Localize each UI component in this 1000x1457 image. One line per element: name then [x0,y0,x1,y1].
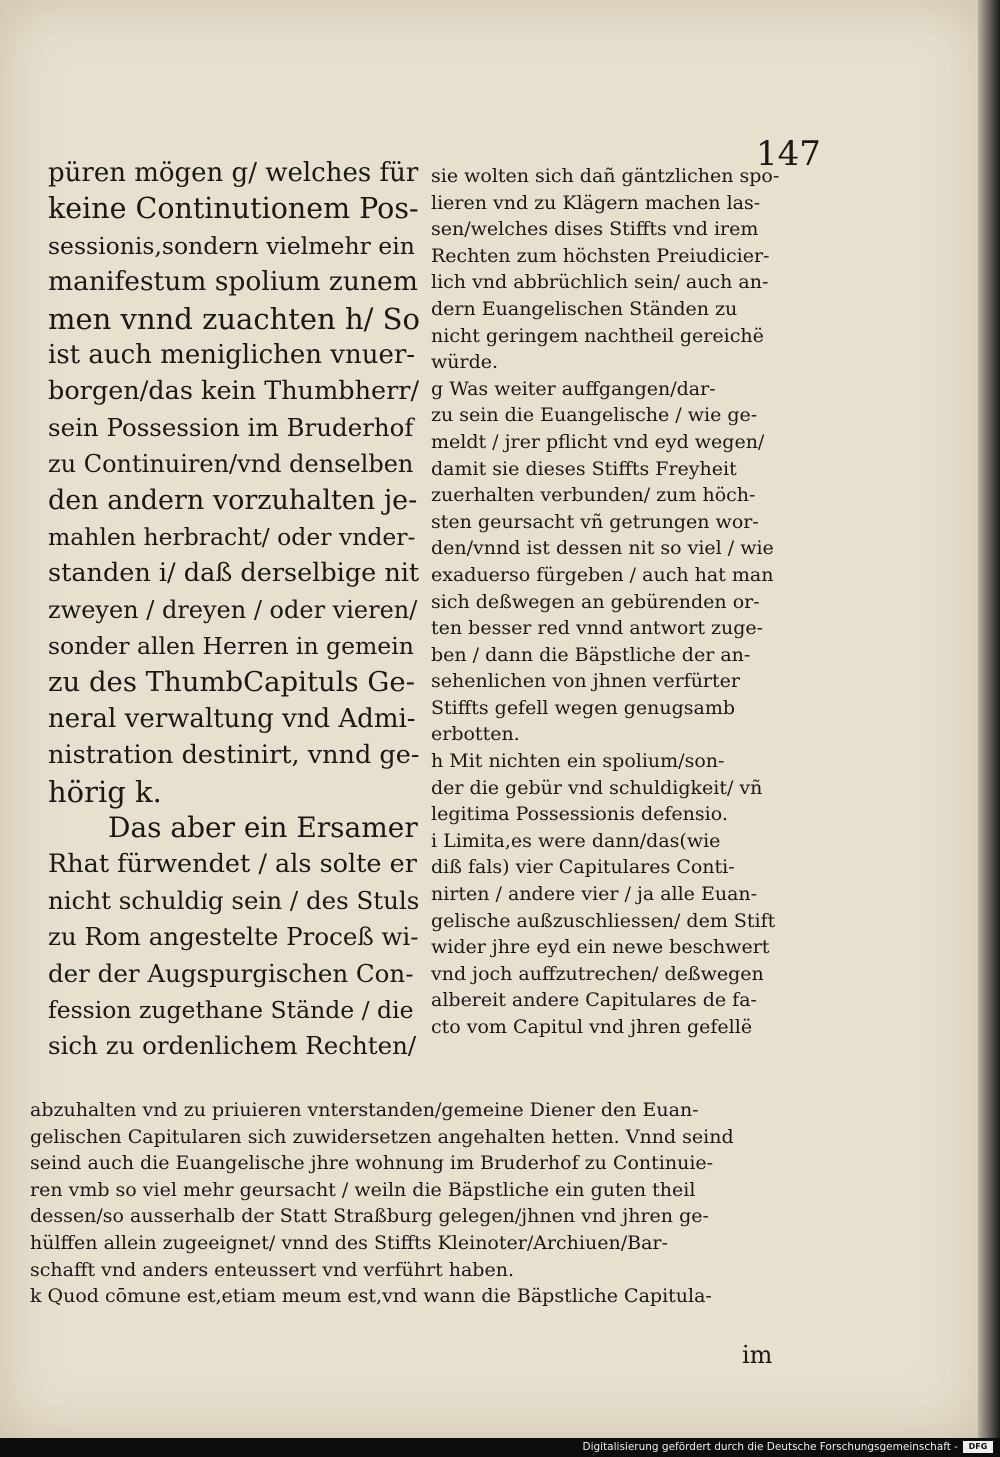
text-line: Rechten zum höchsten Preiudicier- [431,244,770,267]
page-number: 147 [756,134,821,174]
text-line: h Mit nichten ein spolium/son- [431,750,725,773]
text-line: cto vom Capitul vnd jhren gefellë [431,1016,753,1038]
text-line: zu des ThumbCapituls Ge- [48,666,415,699]
text-line: nicht geringem nachtheil gereichë [431,324,764,347]
text-line: den/vnnd ist dessen nit so viel / wie [431,537,774,560]
text-line: vnd joch auffzutrechen/ deßwegen [431,962,764,985]
text-line: hörig k. [48,774,162,809]
left-column [48,155,420,1065]
text-line: wider jhre eyd ein newe beschwert [431,936,770,959]
text-line: nicht schuldig sein / des Stuls [48,885,420,915]
text-line: zu sein die Euangelische / wie ge- [431,404,758,427]
text-line: men vnnd zuachten h/ So [48,301,420,336]
text-line: sein Possession im Bruderhof [48,412,414,442]
text-line: ten besser red vnnd antwort zuge- [431,617,764,640]
text-line: i Limita,es were dann/das(wie [431,829,721,852]
text-line: zu Rom angestelte Proceß wi- [48,922,419,952]
text-line: dern Euangelischen Ständen zu [431,297,738,320]
text-line: sie wolten sich dañ gäntzlichen spo- [431,165,780,187]
dfg-logo: DFG [963,1441,993,1453]
text-line: würde. [431,351,499,374]
text-line: exaduerso fürgeben / auch hat man [431,563,774,586]
text-line: sonder allen Herren in gemein [48,632,414,661]
text-line: g Was weiter auffgangen/dar- [431,377,716,400]
text-line: sich zu ordenlichem Rechten/ [48,1031,417,1061]
footer-credit: Digitalisierung gefördert durch die Deutsche Forschungsgemeinschaft - [582,1441,958,1453]
text-line: ben / dann die Bäpstliche der an- [431,643,751,666]
text-line: hülffen allein zugeeignet/ vnnd des Stiffts Kleinoter/Archiuen/Bar- [30,1231,668,1254]
full-width-notes [30,1097,820,1310]
text-line: püren mögen g/ welches für [48,158,419,188]
text-line: Stiffts gefell wegen genugsamb [431,696,736,719]
text-line: manifestum spolium zunem [48,266,418,298]
text-line: ist auch meniglichen vnuer- [48,339,416,370]
text-line: sehenlichen von jhnen verfürter [431,670,740,693]
text-line: damit sie dieses Stiffts Freyheit [431,457,737,480]
text-line: meldt / jrer pflicht vnd eyd wegen/ [431,430,765,453]
text-line: sich deßwegen an gebürenden or- [431,590,760,613]
text-line: Rhat fürwendet / als solte er [48,849,417,880]
catchword: im [742,1341,773,1369]
text-line: albereit andere Capitulares de fa- [431,989,757,1012]
text-line: der die gebür vnd schuldigkeit/ vñ [431,776,763,799]
text-line: gelische außzuschliessen/ dem Stift [431,909,776,932]
text-line: lich vnd abbrüchlich sein/ auch an- [431,271,769,294]
text-line: diß fals) vier Capitulares Conti- [431,856,735,879]
text-line: Das aber ein Ersamer [108,811,418,845]
text-line: zuerhalten verbunden/ zum höch- [431,484,756,507]
text-line: sten geursacht vñ getrungen wor- [431,510,759,533]
text-line: gelischen Capitularen sich zuwidersetzen angehalten hetten. Vnnd seind [30,1125,734,1148]
text-line: seind auch die Euangelische jhre wohnung im Bruderhof zu Continuie- [30,1152,714,1175]
text-line: erbotten. [431,723,520,746]
text-line: den andern vorzuhalten je- [48,484,418,516]
text-line: zweyen / dreyen / oder vieren/ [48,595,418,624]
text-line: nirten / andere vier / ja alle Euan- [431,883,758,906]
text-line: der der Augspurgischen Con- [48,958,414,988]
text-line: keine Continutionem Pos- [48,192,419,226]
text-line: legitima Possessionis defensio. [431,803,728,826]
text-line: zu Continuiren/vnd denselben [48,450,414,479]
text-line: mahlen herbracht/ oder vnder- [48,522,416,551]
text-line: standen i/ daß derselbige nit [48,558,420,589]
right-column-notes [431,163,813,1041]
text-line: nistration destinirt, vnnd ge- [48,740,420,771]
text-line: schafft vnd anders enteussert vnd verführt haben. [30,1258,514,1281]
text-line: ren vmb so viel mehr geursacht / weiln die Bäpstliche ein guten theil [30,1178,696,1201]
text-line: borgen/das kein Thumbherr/ [48,376,420,407]
text-line: lieren vnd zu Klägern machen las- [431,191,761,214]
text-line: fession zugethane Stände / die [48,995,414,1024]
text-line: sen/welches dises Stiffts vnd irem [431,218,759,241]
text-line: dessen/so ausserhalb der Statt Straßburg gelegen/jhnen vnd jhren ge- [30,1205,709,1228]
text-line: abzuhalten vnd zu priuieren vnterstanden/gemeine Diener den Euan- [30,1099,699,1121]
text-line: k Quod cōmune est,etiam meum est,vnd wann die Bäpstliche Capitula- [30,1285,712,1308]
text-line: sessionis,sondern vielmehr ein [48,231,415,260]
text-line: neral verwaltung vnd Admi- [48,703,416,734]
page-edge [978,0,1000,1438]
